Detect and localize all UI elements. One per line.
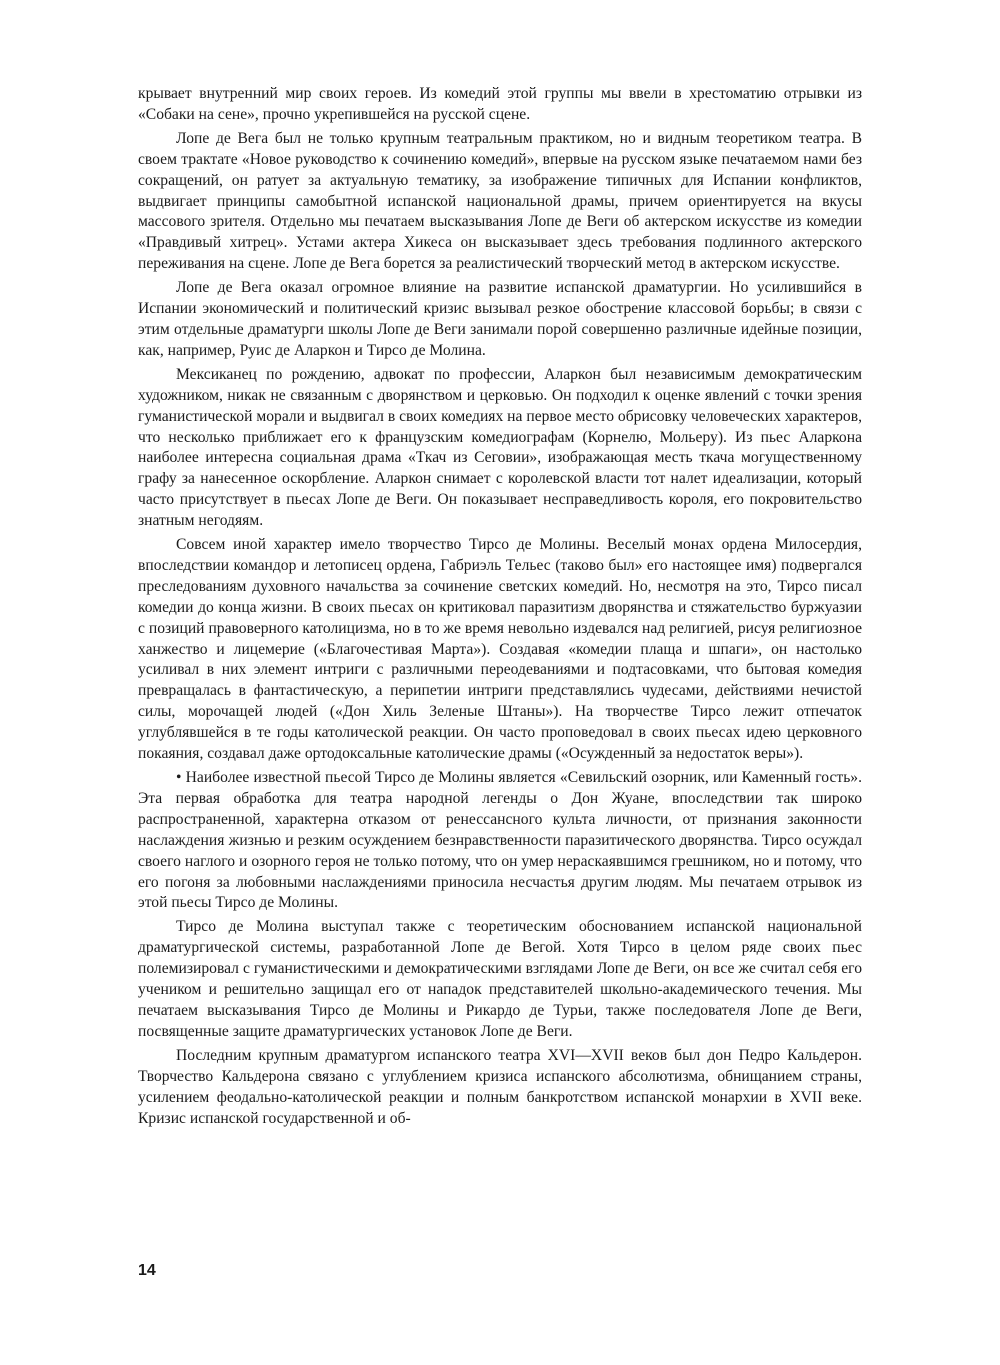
paragraph-7: Тирсо де Молина выступал также с теоретическим обоснованием испанской национальной драматургической системы, разработанной Лопе де Вегой. Хотя Тирсо в целом ряде своих пьес полемизировал с гуманистическими и демократическими взглядами Лопе де Веги, он все же считал себя его учеником и решительно защищал его от нападок представителей школьно-академического течения. Мы печатаем высказывания Тирсо де Молины и Рикардо де Турьи, также последователя Лопе де Веги, посвященные защите драматургических установок Лопе де Веги. [138, 918, 862, 1040]
page-number: 14 [138, 1262, 156, 1279]
paragraph-3: Лопе де Вега оказал огромное влияние на развитие испанской драматургии. Но усилившийся в Испании экономический и политический кризис вызывал резкое обострение классовой борьбы; в связи с этим отдельные драматурги школы Лопе де Веги занимали порой совершенно различные идейные позиции, как, например, Руис де Аларкон и Тирсо де Молина. [138, 279, 862, 359]
paragraph-4: Мексиканец по рождению, адвокат по профессии, Аларкон был независимым демократическим художником, никак не связанным с дворянством и церковью. Он подходил к оценке явлений с точки зрения гуманистической морали и выдвигал в своих комедиях на первое место обрисовку человеческих характеров, что несколько приближает его к французским комедиографам (Корнелю, Мольеру). Из пьес Аларкона наиболее интересна социальная драма «Ткач из Сеговии», изображающая месть ткача могущественному графу за нанесенное оскорбление. Аларкон снимает с королевской власти тот налет идеализации, который часто присутствует в пьесах Лопе де Веги. Он показывает несправедливость короля, его покровительство знатным негодяям. [138, 365, 862, 530]
paragraph-2: Лопе де Вега был не только крупным театральным практиком, но и видным теоретиком театра. В своем трактате «Новое руководство к сочинению комедий», впервые на русском языке печатаемом нами без сокращений, он ратует за актуальную тематику, за изображение типичных для Испании конфликтов, выдвигает принципы самобытной испанской национальной драмы, причем ориентируется на вкусы массового зрителя. Отдельно мы печатаем высказывания Лопе де Веги об актерском искусстве из комедии «Правдивый хитрец». Устами актера Хикеса он высказывает здесь требования подлинного актерского переживания на сцене. Лопе де Вега борется за реалистический творческий метод в актерском искусстве. [138, 129, 862, 273]
paragraph-1: крывает внутренний мир своих героев. Из комедий этой группы мы ввели в хрестоматию отрывки из «Собаки на сене», прочно укрепившейся на русской сцене. [138, 85, 862, 123]
paragraph-8: Последним крупным драматургом испанского театра XVI—XVII веков был дон Педро Кальдерон. Творчество Кальдерона связано с углублением кризиса испанского абсолютизма, обнищанием страны, усилением феодально-католической реакции и полным банкротством испанской монархии в XVII веке. Кризис испанской государственной и об- [138, 1046, 862, 1127]
paragraph-5: Совсем иной характер имело творчество Тирсо де Молины. Веселый монах ордена Милосердия, впоследствии командор и летописец ордена, Габриэль Тельес (таково был» его настоящее имя) подвергался преследованиям духовного начальства за сочинение светских комедий. Но, несмотря на это, Тирсо писал комедии до конца жизни. В своих пьесах он критиковал паразитизм дворянства и стяжательство буржуазии с позиций правоверного католицизма, но в то же время невольно издевался над религией, рисуя религиозное ханжество и лицемерие («Благочестивая Марта»). Создавая «комедии плаща и шпаги», он настолько усиливал в них элемент интриги с различными переодеваниями и подтасовками, что бытовая комедия превращалась в фантастическую, а перипетии интриги представлялись чудесами, действиями нечистой силы, морочащей людей («Дон Хиль Зеленые Штаны»). На творчестве Тирсо лежит отпечаток углублявшейся в те годы католической реакции. Он часто проповедовал в своих пьесах идею церковного покаяния, создавал даже ортодоксальные католические драмы («Осужденный за недостаток веры»). [138, 536, 862, 763]
page-body [138, 84, 862, 1132]
paragraph-6: • Наиболее известной пьесой Тирсо де Молины является «Севильский озорник, или Каменный гость». Эта первая обработка для театра народной легенды о Дон Жуане, впоследствии так широко распространенной, характерна отказом от ренессансного культа личности, от признания законности наслаждения жизнью и резким осуждением безнравственности паразитического дворянства. Тирсо осуждал своего наглого и озорного героя не только потому, что он умер нераскаявшимся грешником, но и потому, что его погоня за любовными наслаждениями приносила несчастья другим людям. Мы печатаем отрывок из этой пьесы Тирсо де Молины. [138, 769, 862, 912]
